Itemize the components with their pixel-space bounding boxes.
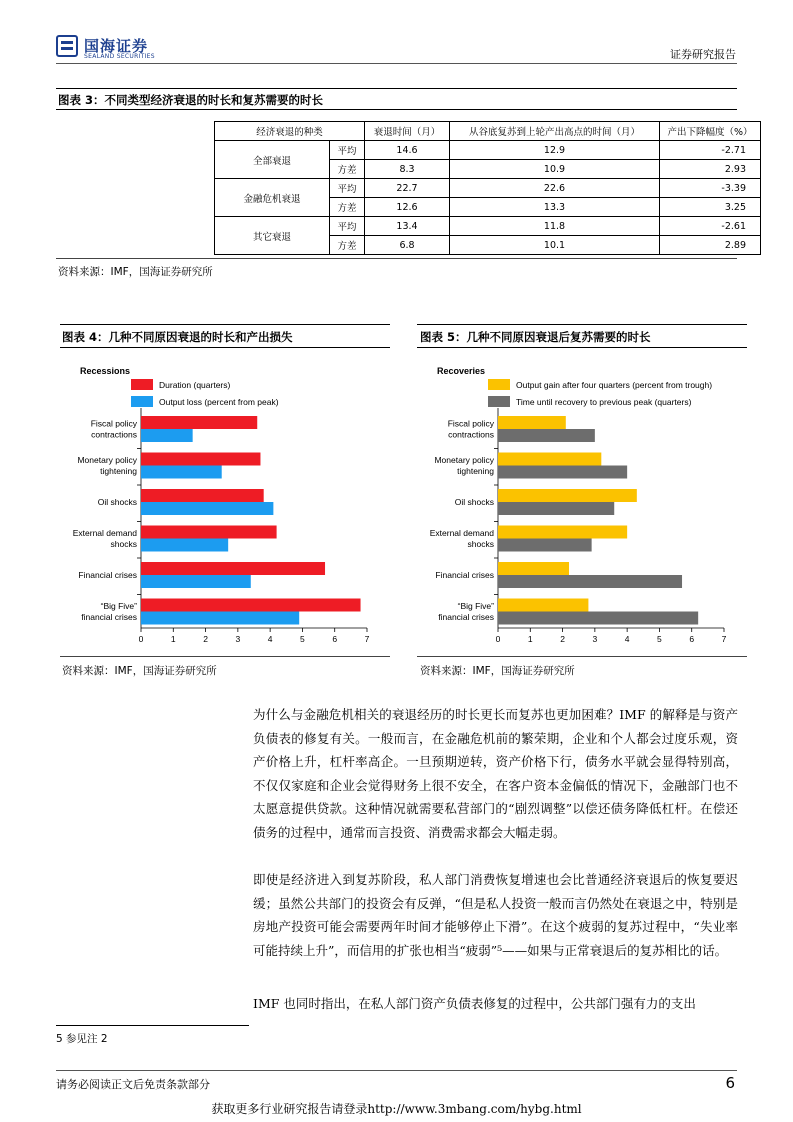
legend-label: Time until recovery to previous peak (quarters) bbox=[516, 397, 692, 407]
category-label: Monetary policy bbox=[77, 455, 137, 465]
x-tick-label: 5 bbox=[657, 634, 662, 644]
legend-label: Duration (quarters) bbox=[159, 380, 231, 390]
category-label: Fiscal policy bbox=[447, 418, 494, 429]
paragraph-1: 为什么与金融危机相关的衰退经历的时长更长而复苏也更加困难？IMF 的解释是与资产负债表的修复有关。一般而言，在金融危机前的繁荣期，企业和个人都会过度乐观，资产价格上升，杠杆率高企。一旦预期逆转，资产价格下行，债务水平就会显得特别高，不仅仅家庭和企业会觉得财务上很不安全，在客户资本金偏低的情况下，金融部门也不太愿意提供贷款。这种情况就需要私营部门的“剧烈调整”以偿还债务降低杠杆。在偿还债务的过程中，通常而言投资、消费需求都会大幅走弱。 bbox=[253, 707, 738, 840]
cell-duration: 12.6 bbox=[365, 198, 450, 217]
category-label: External demand bbox=[429, 528, 494, 538]
download-link[interactable]: 获取更多行业研究报告请登录http://www.3mbang.com/hybg.html bbox=[211, 1102, 582, 1116]
x-tick-label: 7 bbox=[721, 634, 727, 644]
bar bbox=[498, 489, 637, 502]
figure4-top-rule bbox=[60, 324, 390, 325]
bar bbox=[498, 612, 698, 625]
figure4-bottom-rule bbox=[60, 656, 390, 657]
bar bbox=[498, 575, 682, 588]
stat-label: 方差 bbox=[330, 236, 365, 255]
table-row bbox=[215, 179, 761, 198]
figure5-title: 图表 5：几种不同原因衰退后复苏需要的时长 bbox=[420, 330, 651, 344]
stat-label: 平均 bbox=[330, 141, 365, 160]
cell-duration: 22.7 bbox=[365, 179, 450, 198]
cell-decline: 2.89 bbox=[660, 236, 761, 255]
figure3-title-rule bbox=[56, 109, 737, 110]
footnote: 5 参见注 2 bbox=[56, 1033, 108, 1045]
bar bbox=[498, 429, 595, 442]
cell-decline: 3.25 bbox=[660, 198, 761, 217]
footer-rule bbox=[56, 1070, 737, 1071]
cell-recovery: 22.6 bbox=[450, 179, 660, 198]
table-header-row bbox=[215, 122, 761, 141]
recessions-chart bbox=[60, 352, 390, 654]
stat-label: 方差 bbox=[330, 198, 365, 217]
x-tick-label: 3 bbox=[235, 634, 241, 644]
figure4-title-rule bbox=[60, 347, 390, 348]
bar bbox=[141, 489, 264, 502]
bar bbox=[498, 453, 601, 466]
category-label: contractions bbox=[91, 429, 137, 440]
cell-recovery: 11.8 bbox=[450, 217, 660, 236]
group-label: 金融危机衰退 bbox=[215, 179, 330, 217]
category-label: tightening bbox=[457, 466, 494, 476]
figure5-source: 资料来源：IMF，国海证券研究所 bbox=[420, 665, 575, 677]
col-type: 经济衰退的种类 bbox=[215, 122, 365, 141]
category-label: Oil shocks bbox=[454, 497, 494, 507]
category-label: External demand bbox=[72, 528, 137, 538]
recession-table bbox=[214, 121, 761, 255]
logo-text: 国海证券 bbox=[84, 37, 149, 55]
recoveries-chart bbox=[417, 352, 747, 654]
figure5-title-rule bbox=[417, 347, 747, 348]
logo-icon bbox=[56, 35, 78, 57]
cell-decline: -2.61 bbox=[660, 217, 761, 236]
figure3-top-rule bbox=[56, 88, 737, 89]
figure3-title: 图表 3：不同类型经济衰退的时长和复苏需要的时长 bbox=[58, 93, 324, 107]
table-row bbox=[215, 217, 761, 236]
category-label: Oil shocks bbox=[97, 497, 137, 507]
bar bbox=[141, 453, 260, 466]
table-row bbox=[215, 141, 761, 160]
category-label: financial crises bbox=[81, 612, 137, 622]
cell-duration: 8.3 bbox=[365, 160, 450, 179]
col-duration: 衰退时间（月） bbox=[365, 122, 450, 141]
x-tick-label: 4 bbox=[267, 634, 273, 644]
cell-recovery: 12.9 bbox=[450, 141, 660, 160]
bar bbox=[498, 562, 569, 575]
legend-label: Output gain after four quarters (percent from trough) bbox=[516, 380, 713, 390]
category-label: Financial crises bbox=[78, 570, 137, 580]
category-label: shocks bbox=[110, 539, 137, 549]
x-tick-label: 5 bbox=[300, 634, 305, 644]
disclaimer-text: 请务必阅读正文后免责条款部分 bbox=[56, 1078, 210, 1091]
chart-title: Recoveries bbox=[437, 366, 486, 376]
category-label: financial crises bbox=[438, 612, 494, 622]
x-tick-label: 6 bbox=[689, 634, 695, 644]
x-tick-label: 3 bbox=[592, 634, 598, 644]
figure4-source: 资料来源：IMF，国海证券研究所 bbox=[62, 665, 217, 677]
cell-recovery: 10.1 bbox=[450, 236, 660, 255]
figure4-title: 图表 4：几种不同原因衰退的时长和产出损失 bbox=[62, 330, 293, 344]
x-tick-label: 6 bbox=[332, 634, 338, 644]
stat-label: 方差 bbox=[330, 160, 365, 179]
cell-decline: 2.93 bbox=[660, 160, 761, 179]
bar bbox=[141, 502, 273, 515]
group-label: 其它衰退 bbox=[215, 217, 330, 255]
category-label: Monetary policy bbox=[434, 455, 494, 465]
bar bbox=[141, 562, 325, 575]
x-tick-label: 0 bbox=[495, 634, 501, 644]
bar bbox=[498, 502, 614, 515]
legend-swatch bbox=[488, 396, 510, 407]
bar bbox=[141, 612, 299, 625]
figure3-bottom-rule bbox=[56, 258, 737, 259]
category-label: Fiscal policy bbox=[90, 418, 137, 429]
figure3-source: 资料来源：IMF，国海证券研究所 bbox=[58, 266, 213, 278]
legend-swatch bbox=[131, 379, 153, 390]
bar bbox=[498, 599, 588, 612]
footnote-rule bbox=[56, 1025, 249, 1026]
x-tick-label: 4 bbox=[624, 634, 630, 644]
bar bbox=[141, 429, 193, 442]
bar bbox=[141, 539, 228, 552]
figure5-top-rule bbox=[417, 324, 747, 325]
legend-swatch bbox=[488, 379, 510, 390]
category-label: “Big Five” bbox=[100, 601, 137, 611]
chart-title: Recessions bbox=[80, 366, 131, 376]
category-label: contractions bbox=[448, 429, 494, 440]
paragraph-3: IMF 也同时指出，在私人部门资产负债表修复的过程中，公共部门强有力的支出 bbox=[253, 996, 696, 1011]
x-tick-label: 0 bbox=[138, 634, 144, 644]
bar bbox=[498, 526, 627, 539]
x-tick-label: 7 bbox=[364, 634, 370, 644]
bar bbox=[141, 575, 251, 588]
col-recovery: 从谷底复苏到上轮产出高点的时间（月） bbox=[450, 122, 660, 141]
x-tick-label: 2 bbox=[560, 634, 565, 644]
stat-label: 平均 bbox=[330, 217, 365, 236]
category-label: Financial crises bbox=[435, 570, 494, 580]
bar bbox=[498, 539, 592, 552]
legend-swatch bbox=[131, 396, 153, 407]
bar bbox=[141, 599, 361, 612]
x-tick-label: 1 bbox=[527, 634, 533, 644]
cell-recovery: 10.9 bbox=[450, 160, 660, 179]
stat-label: 平均 bbox=[330, 179, 365, 198]
category-label: tightening bbox=[100, 466, 137, 476]
bar bbox=[498, 416, 566, 429]
bar bbox=[141, 526, 277, 539]
x-tick-label: 2 bbox=[203, 634, 208, 644]
bar bbox=[498, 466, 627, 479]
page-number: 6 bbox=[725, 1074, 735, 1092]
bar bbox=[141, 466, 222, 479]
cell-duration: 13.4 bbox=[365, 217, 450, 236]
x-tick-label: 1 bbox=[170, 634, 176, 644]
col-decline: 产出下降幅度（%） bbox=[660, 122, 761, 141]
cell-duration: 14.6 bbox=[365, 141, 450, 160]
cell-recovery: 13.3 bbox=[450, 198, 660, 217]
category-label: “Big Five” bbox=[457, 601, 494, 611]
report-type: 证券研究报告 bbox=[670, 48, 736, 61]
figure5-bottom-rule bbox=[417, 656, 747, 657]
category-label: shocks bbox=[467, 539, 494, 549]
logo-subtitle: SEALAND SECURITIES bbox=[84, 53, 155, 60]
cell-decline: -3.39 bbox=[660, 179, 761, 198]
paragraph-2: 即使是经济进入到复苏阶段，私人部门消费恢复增速也会比普通经济衰退后的恢复要迟缓；虽然公共部门的投资会有反弹，“但是私人投资一般而言仍然处在衰退之中，特别是房地产投资可能会需要两年时间才能够停止下滑”。在这个疲弱的复苏过程中，“失业率可能持续上升”，而信用的扩张也相当“疲弱”⁵——如果与正常衰退后的复苏相比的话。 bbox=[253, 872, 738, 958]
bar bbox=[141, 416, 257, 429]
group-label: 全部衰退 bbox=[215, 141, 330, 179]
cell-duration: 6.8 bbox=[365, 236, 450, 255]
legend-label: Output loss (percent from peak) bbox=[159, 397, 279, 407]
header-divider bbox=[56, 63, 737, 64]
cell-decline: -2.71 bbox=[660, 141, 761, 160]
